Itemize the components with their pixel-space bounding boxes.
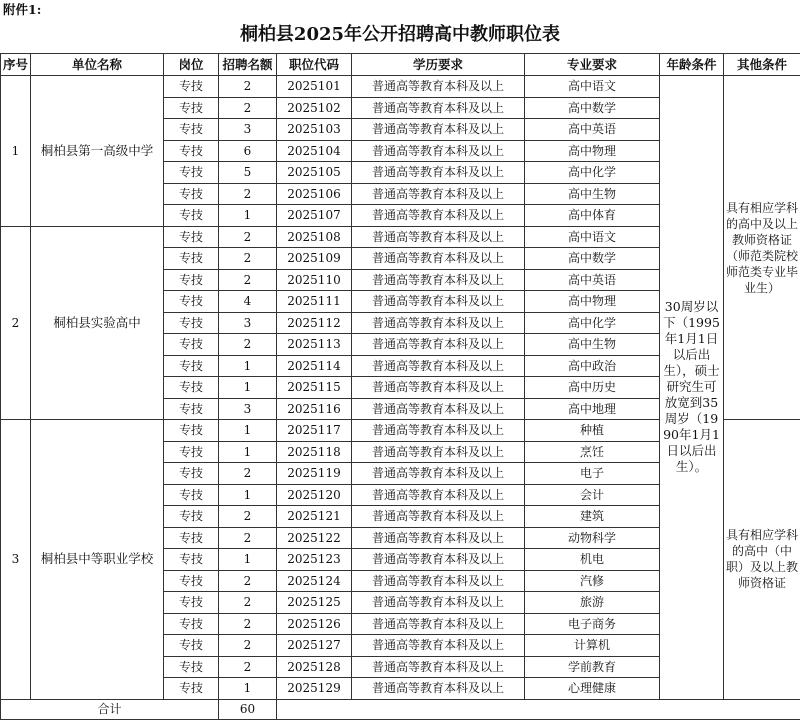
- cell-education: 普通高等教育本科及以上: [352, 592, 525, 614]
- cell-code: 2025128: [277, 656, 352, 678]
- cell-post: 专技: [164, 398, 219, 420]
- cell-education: 普通高等教育本科及以上: [352, 97, 525, 119]
- cell-code: 2025124: [277, 570, 352, 592]
- cell-code: 2025104: [277, 140, 352, 162]
- cell-major: 建筑: [525, 506, 660, 528]
- cell-major: 动物科学: [525, 527, 660, 549]
- cell-code: 2025121: [277, 506, 352, 528]
- cell-post: 专技: [164, 420, 219, 442]
- cell-education: 普通高等教育本科及以上: [352, 119, 525, 141]
- cell-code: 2025127: [277, 635, 352, 657]
- header-post: 岗位: [164, 54, 219, 76]
- cell-major: 高中物理: [525, 291, 660, 313]
- other-condition-vocational: 具有相应学科的高中（中职）及以上教师资格证: [724, 420, 800, 700]
- cell-quota: 2: [219, 613, 277, 635]
- cell-quota: 2: [219, 506, 277, 528]
- cell-education: 普通高等教育本科及以上: [352, 613, 525, 635]
- cell-quota: 2: [219, 570, 277, 592]
- header-seq: 序号: [1, 54, 31, 76]
- cell-major: 高中历史: [525, 377, 660, 399]
- cell-major: 学前教育: [525, 656, 660, 678]
- cell-major: 电子: [525, 463, 660, 485]
- cell-education: 普通高等教育本科及以上: [352, 463, 525, 485]
- cell-major: 机电: [525, 549, 660, 571]
- cell-quota: 2: [219, 463, 277, 485]
- cell-major: 高中化学: [525, 162, 660, 184]
- cell-education: 普通高等教育本科及以上: [352, 527, 525, 549]
- total-label: 合计: [1, 699, 219, 719]
- cell-code: 2025114: [277, 355, 352, 377]
- cell-post: 专技: [164, 484, 219, 506]
- cell-quota: 2: [219, 226, 277, 248]
- cell-code: 2025105: [277, 162, 352, 184]
- table-row: [1, 76, 800, 98]
- cell-quota: 2: [219, 76, 277, 98]
- cell-post: 专技: [164, 291, 219, 313]
- cell-post: 专技: [164, 226, 219, 248]
- cell-post: 专技: [164, 613, 219, 635]
- cell-post: 专技: [164, 334, 219, 356]
- cell-quota: 2: [219, 97, 277, 119]
- cell-quota: 2: [219, 656, 277, 678]
- cell-major: 种植: [525, 420, 660, 442]
- cell-education: 普通高等教育本科及以上: [352, 549, 525, 571]
- cell-quota: 2: [219, 635, 277, 657]
- cell-quota: 1: [219, 678, 277, 700]
- attachment-label: 附件1:: [3, 2, 42, 17]
- cell-code: 2025113: [277, 334, 352, 356]
- cell-quota: 1: [219, 205, 277, 227]
- table-body: [1, 76, 800, 720]
- cell-major: 高中生物: [525, 334, 660, 356]
- cell-major: 高中体育: [525, 205, 660, 227]
- unit-seq: 2: [1, 226, 31, 420]
- cell-major: 高中物理: [525, 140, 660, 162]
- cell-post: 专技: [164, 678, 219, 700]
- cell-code: 2025110: [277, 269, 352, 291]
- unit-name: 桐柏县实验高中: [31, 226, 164, 420]
- cell-major: 高中数学: [525, 97, 660, 119]
- cell-post: 专技: [164, 592, 219, 614]
- cell-post: 专技: [164, 97, 219, 119]
- unit-seq: 3: [1, 420, 31, 700]
- header-age: 年龄条件: [660, 54, 724, 76]
- unit-name: 桐柏县中等职业学校: [31, 420, 164, 700]
- cell-major: 计算机: [525, 635, 660, 657]
- cell-code: 2025123: [277, 549, 352, 571]
- cell-post: 专技: [164, 76, 219, 98]
- cell-major: 高中数学: [525, 248, 660, 270]
- total-row: [1, 699, 800, 719]
- other-condition-high-school: 具有相应学科的高中及以上教师资格证（师范类院校师范类专业毕业生）: [724, 76, 800, 420]
- cell-code: 2025112: [277, 312, 352, 334]
- cell-education: 普通高等教育本科及以上: [352, 76, 525, 98]
- cell-education: 普通高等教育本科及以上: [352, 398, 525, 420]
- cell-code: 2025125: [277, 592, 352, 614]
- cell-education: 普通高等教育本科及以上: [352, 656, 525, 678]
- cell-post: 专技: [164, 162, 219, 184]
- cell-major: 高中生物: [525, 183, 660, 205]
- cell-quota: 1: [219, 441, 277, 463]
- cell-education: 普通高等教育本科及以上: [352, 506, 525, 528]
- cell-quota: 1: [219, 420, 277, 442]
- cell-major: 旅游: [525, 592, 660, 614]
- cell-major: 高中地理: [525, 398, 660, 420]
- cell-major: 高中英语: [525, 269, 660, 291]
- cell-post: 专技: [164, 377, 219, 399]
- cell-major: 烹饪: [525, 441, 660, 463]
- cell-code: 2025119: [277, 463, 352, 485]
- cell-code: 2025101: [277, 76, 352, 98]
- cell-education: 普通高等教育本科及以上: [352, 355, 525, 377]
- header-quota: 招聘名额: [219, 54, 277, 76]
- cell-education: 普通高等教育本科及以上: [352, 635, 525, 657]
- cell-quota: 5: [219, 162, 277, 184]
- cell-quota: 1: [219, 355, 277, 377]
- cell-education: 普通高等教育本科及以上: [352, 248, 525, 270]
- cell-code: 2025109: [277, 248, 352, 270]
- cell-major: 高中英语: [525, 119, 660, 141]
- header-row: [1, 54, 800, 76]
- cell-quota: 2: [219, 334, 277, 356]
- cell-post: 专技: [164, 656, 219, 678]
- unit-name: 桐柏县第一高级中学: [31, 76, 164, 227]
- cell-post: 专技: [164, 312, 219, 334]
- cell-post: 专技: [164, 527, 219, 549]
- cell-post: 专技: [164, 441, 219, 463]
- cell-major: 会计: [525, 484, 660, 506]
- cell-quota: 3: [219, 312, 277, 334]
- cell-code: 2025122: [277, 527, 352, 549]
- cell-post: 专技: [164, 183, 219, 205]
- cell-education: 普通高等教育本科及以上: [352, 678, 525, 700]
- cell-post: 专技: [164, 635, 219, 657]
- cell-code: 2025108: [277, 226, 352, 248]
- cell-education: 普通高等教育本科及以上: [352, 420, 525, 442]
- cell-education: 普通高等教育本科及以上: [352, 484, 525, 506]
- cell-quota: 2: [219, 183, 277, 205]
- cell-quota: 3: [219, 119, 277, 141]
- cell-post: 专技: [164, 506, 219, 528]
- positions-table: [0, 53, 800, 720]
- cell-education: 普通高等教育本科及以上: [352, 441, 525, 463]
- cell-post: 专技: [164, 205, 219, 227]
- cell-code: 2025117: [277, 420, 352, 442]
- cell-major: 高中语文: [525, 76, 660, 98]
- header-code: 职位代码: [277, 54, 352, 76]
- cell-major: 高中政治: [525, 355, 660, 377]
- cell-code: 2025103: [277, 119, 352, 141]
- cell-quota: 2: [219, 527, 277, 549]
- cell-major: 汽修: [525, 570, 660, 592]
- cell-education: 普通高等教育本科及以上: [352, 570, 525, 592]
- cell-major: 高中语文: [525, 226, 660, 248]
- cell-quota: 2: [219, 592, 277, 614]
- cell-education: 普通高等教育本科及以上: [352, 334, 525, 356]
- cell-post: 专技: [164, 463, 219, 485]
- cell-quota: 2: [219, 269, 277, 291]
- header-education: 学历要求: [352, 54, 525, 76]
- cell-quota: 3: [219, 398, 277, 420]
- cell-code: 2025120: [277, 484, 352, 506]
- total-empty: [277, 699, 800, 719]
- cell-major: 高中化学: [525, 312, 660, 334]
- cell-education: 普通高等教育本科及以上: [352, 226, 525, 248]
- header-unit: 单位名称: [31, 54, 164, 76]
- cell-post: 专技: [164, 549, 219, 571]
- cell-code: 2025129: [277, 678, 352, 700]
- cell-code: 2025102: [277, 97, 352, 119]
- cell-code: 2025126: [277, 613, 352, 635]
- cell-post: 专技: [164, 119, 219, 141]
- total-value: 60: [219, 699, 277, 719]
- cell-major: 电子商务: [525, 613, 660, 635]
- cell-code: 2025116: [277, 398, 352, 420]
- cell-education: 普通高等教育本科及以上: [352, 140, 525, 162]
- cell-education: 普通高等教育本科及以上: [352, 183, 525, 205]
- cell-code: 2025106: [277, 183, 352, 205]
- cell-code: 2025118: [277, 441, 352, 463]
- cell-quota: 2: [219, 248, 277, 270]
- cell-education: 普通高等教育本科及以上: [352, 162, 525, 184]
- cell-quota: 4: [219, 291, 277, 313]
- cell-quota: 6: [219, 140, 277, 162]
- unit-seq: 1: [1, 76, 31, 227]
- cell-education: 普通高等教育本科及以上: [352, 269, 525, 291]
- page-title: 桐柏县2025年公开招聘高中教师职位表: [239, 24, 561, 45]
- cell-quota: 1: [219, 377, 277, 399]
- header-other: 其他条件: [724, 54, 800, 76]
- cell-post: 专技: [164, 140, 219, 162]
- cell-quota: 1: [219, 549, 277, 571]
- cell-code: 2025111: [277, 291, 352, 313]
- cell-post: 专技: [164, 570, 219, 592]
- cell-code: 2025115: [277, 377, 352, 399]
- cell-code: 2025107: [277, 205, 352, 227]
- cell-education: 普通高等教育本科及以上: [352, 205, 525, 227]
- cell-education: 普通高等教育本科及以上: [352, 291, 525, 313]
- cell-post: 专技: [164, 248, 219, 270]
- cell-post: 专技: [164, 355, 219, 377]
- cell-quota: 1: [219, 484, 277, 506]
- cell-post: 专技: [164, 269, 219, 291]
- age-condition: 30周岁以下（1995年1月1日以后出生），硕士研究生可放宽到35周岁（1990年1月1日以后出生）。: [660, 76, 724, 700]
- header-major: 专业要求: [525, 54, 660, 76]
- cell-education: 普通高等教育本科及以上: [352, 377, 525, 399]
- cell-major: 心理健康: [525, 678, 660, 700]
- cell-education: 普通高等教育本科及以上: [352, 312, 525, 334]
